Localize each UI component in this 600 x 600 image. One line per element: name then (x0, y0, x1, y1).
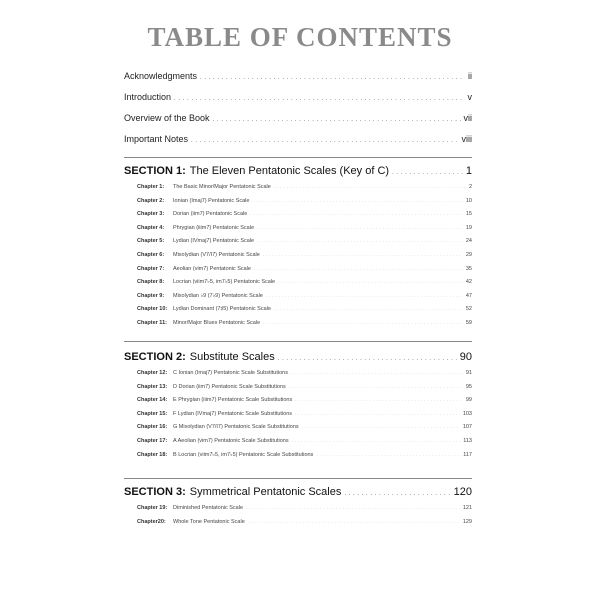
chapter-title: Mixolydian ♭9 (7♭9) Pentatonic Scale (173, 292, 263, 299)
leader-dots (174, 96, 464, 102)
leader-dots (200, 75, 465, 81)
entry-page: vii (463, 113, 472, 123)
leader-dots (295, 397, 463, 402)
chapter-number: Chapter 6: (137, 251, 165, 258)
section-page: 90 (459, 351, 472, 363)
leader-dots (291, 370, 463, 375)
toc-entry-overview[interactable] (124, 113, 472, 134)
leader-dots (274, 184, 466, 189)
chapter-page: 35 (465, 265, 472, 272)
chapter-number: Chapter 13: (137, 383, 168, 390)
page-title: TABLE OF CONTENTS (147, 22, 453, 52)
leader-dots (278, 356, 457, 362)
chapter-title: E Phrygian (iiim7) Pentatonic Scale Substitutions (173, 397, 293, 404)
chapter-page: 99 (465, 397, 472, 404)
chapter-entry[interactable] (124, 505, 472, 519)
section-heading[interactable] (124, 165, 472, 184)
chapter-number: Chapter 19: (137, 505, 168, 511)
chapter-entry[interactable] (124, 279, 472, 293)
section-title: The Eleven Pentatonic Scales (Key of C) (189, 165, 390, 177)
section-2 (124, 351, 472, 465)
chapter-entry[interactable] (124, 184, 472, 198)
chapter-entry[interactable] (124, 452, 472, 466)
leader-dots (246, 505, 460, 510)
chapter-title: D Dorian (iim7) Pentatonic Scale Substitutions (173, 383, 286, 390)
leader-dots (295, 411, 460, 416)
chapter-page: 117 (463, 451, 472, 458)
chapter-entry[interactable] (124, 370, 472, 384)
chapter-page: 2 (468, 184, 472, 190)
chapter-entry[interactable] (124, 293, 472, 307)
chapter-entry[interactable] (124, 211, 472, 225)
chapter-page: 15 (465, 211, 472, 218)
chapter-entry[interactable] (124, 411, 472, 425)
chapter-title: C Ionian (Imaj7) Pentatonic Scale Substitutions (173, 370, 288, 376)
chapter-entry[interactable] (124, 238, 472, 252)
chapter-number: Chapter 5: (137, 238, 165, 245)
chapter-page: 42 (465, 279, 472, 286)
chapter-page: 129 (462, 518, 472, 525)
section-title: Symmetrical Pentatonic Scales (189, 486, 342, 498)
section-number: SECTION 3: (124, 486, 186, 498)
chapter-number: Chapter 4: (137, 224, 165, 231)
chapter-page: 59 (465, 319, 472, 326)
chapter-page: 95 (465, 383, 472, 390)
chapter-entry[interactable] (124, 306, 472, 320)
entry-label: Important Notes (124, 134, 189, 144)
leader-dots (289, 384, 463, 389)
section-heading[interactable] (124, 486, 472, 505)
chapter-entry[interactable] (124, 397, 472, 411)
leader-dots (292, 438, 461, 443)
chapter-title: Minor/Major Blues Pentatonic Scale (173, 319, 261, 326)
chapter-entry[interactable] (124, 198, 472, 212)
section-page: 120 (453, 486, 472, 498)
chapter-page: 47 (465, 292, 472, 299)
chapter-entry[interactable] (124, 519, 472, 533)
entry-label: Introduction (124, 92, 172, 102)
chapter-number: Chapter 18: (137, 451, 168, 458)
toc-entry-acknowledgments[interactable] (124, 71, 472, 92)
chapter-number: Chapter 7: (137, 265, 165, 272)
leader-dots (257, 225, 463, 230)
chapter-number: Chapter 17: (137, 437, 168, 444)
section-title: Substitute Scales (189, 351, 275, 363)
leader-dots (257, 238, 463, 243)
chapter-number: Chapter 3: (137, 211, 165, 218)
leader-dots (302, 424, 460, 429)
leader-dots (274, 306, 463, 311)
chapter-number: Chapter 16: (137, 424, 168, 431)
entry-label: Acknowledgments (124, 71, 198, 81)
chapter-page: 113 (463, 437, 472, 444)
chapter-number: Chapter 14: (137, 397, 168, 404)
chapter-page: 29 (465, 251, 472, 258)
leader-dots (316, 452, 460, 457)
chapter-entry[interactable] (124, 252, 472, 266)
leader-dots (254, 266, 463, 271)
section-heading[interactable] (124, 351, 472, 370)
chapter-title: Whole Tone Pentatonic Scale (173, 518, 245, 525)
toc-entry-introduction[interactable] (124, 92, 472, 113)
chapter-title: Ionian (Imaj7) Pentatonic Scale (173, 197, 250, 204)
section-1 (124, 165, 472, 334)
chapter-title: F Lydian (IVmaj7) Pentatonic Scale Substitutions (173, 410, 293, 417)
chapter-entry[interactable] (124, 424, 472, 438)
section-page: 1 (465, 165, 472, 177)
leader-dots (191, 138, 458, 144)
chapter-title: Dorian (iim7) Pentatonic Scale (173, 211, 248, 218)
leader-dots (278, 279, 463, 284)
chapter-title: Mixolydian (V7/I7) Pentatonic Scale (173, 251, 260, 258)
entry-page: v (467, 92, 472, 102)
divider (124, 478, 472, 479)
chapter-page: 10 (465, 197, 472, 204)
chapter-title: Diminished Pentatonic Scale (173, 505, 244, 511)
chapter-page: 121 (462, 505, 472, 511)
entry-page: ii (468, 71, 472, 81)
leader-dots (263, 252, 463, 257)
chapter-number: Chapter 2: (137, 197, 165, 204)
section-number: SECTION 1: (124, 165, 186, 177)
chapter-title: G Mixolydian (V7/I7) Pentatonic Scale Substitutions (173, 424, 299, 431)
chapter-title: Aeolian (vim7) Pentatonic Scale (173, 265, 251, 272)
chapter-number: Chapter 12: (137, 370, 168, 376)
chapter-number: Chapter 10: (137, 306, 168, 313)
leader-dots (248, 519, 460, 524)
chapter-number: Chapter 8: (137, 279, 165, 286)
chapter-entry[interactable] (124, 320, 472, 334)
chapter-title: Phrygian (iiim7) Pentatonic Scale (173, 224, 255, 231)
chapter-number: Chapter 9: (137, 292, 165, 299)
chapter-number: Chapter 1: (137, 184, 165, 190)
entry-label: Overview of the Book (124, 113, 210, 123)
chapter-page: 107 (462, 424, 472, 431)
divider (124, 341, 472, 342)
chapter-title: Locrian (viim7♭5, im7♭5) Pentatonic Scale (173, 279, 276, 286)
chapter-entry[interactable] (124, 225, 472, 239)
chapter-number: Chapter20: (137, 518, 166, 525)
leader-dots (213, 117, 461, 123)
chapter-page: 91 (465, 370, 472, 376)
leader-dots (250, 211, 463, 216)
chapter-page: 24 (465, 238, 472, 245)
chapter-title: Lydian (IVmaj7) Pentatonic Scale (173, 238, 255, 245)
chapter-page: 103 (462, 410, 472, 417)
leader-dots (252, 198, 462, 203)
entry-page: viii (461, 134, 472, 144)
leader-dots (344, 491, 450, 497)
chapter-title: Lydian Dominant (7♯5) Pentatonic Scale (173, 306, 271, 313)
divider (124, 157, 472, 158)
front-matter-list (124, 71, 472, 155)
section-number: SECTION 2: (124, 351, 186, 363)
chapter-page: 19 (465, 224, 472, 231)
leader-dots (266, 293, 463, 298)
leader-dots (392, 170, 463, 176)
toc-entry-important-notes[interactable] (124, 134, 472, 155)
chapter-entry[interactable] (124, 384, 472, 398)
chapter-page: 52 (465, 306, 472, 313)
leader-dots (263, 320, 463, 325)
chapter-entry[interactable] (124, 266, 472, 280)
chapter-number: Chapter 11: (137, 319, 167, 326)
chapter-entry[interactable] (124, 438, 472, 452)
chapter-title: B Locrian (viim7♭5, im7♭5) Pentatonic Scale Substitutions (173, 451, 314, 458)
chapter-title: A Aeolian (vim7) Pentatonic Scale Substitutions (173, 437, 289, 444)
chapter-title: The Basic Minor/Major Pentatonic Scale (173, 184, 271, 190)
section-3 (124, 486, 472, 532)
chapter-number: Chapter 15: (137, 410, 168, 417)
